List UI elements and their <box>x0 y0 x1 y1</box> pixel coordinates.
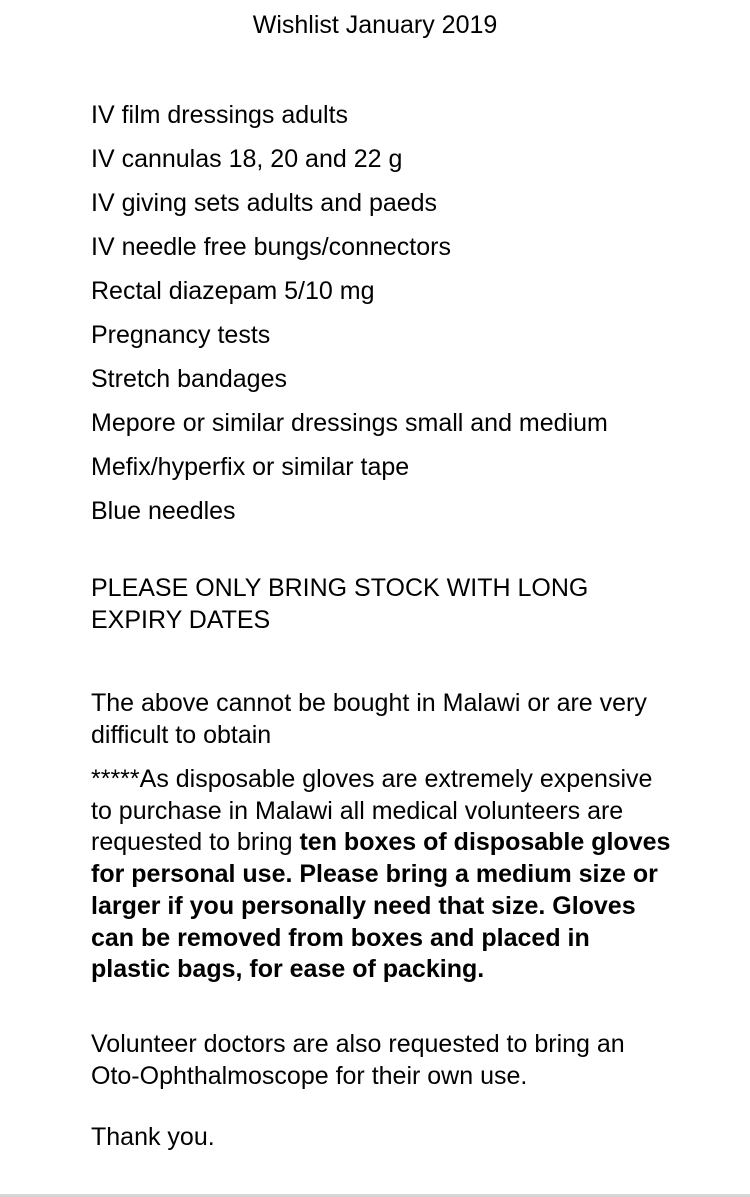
list-item: Blue needles <box>91 497 236 525</box>
list-item: Pregnancy tests <box>91 321 271 349</box>
list-item: IV film dressings adults <box>91 101 349 129</box>
gloves-request-emphasis: ten boxes of disposable gloves for personal use. Please bring a medium size or larger if you personally need that size. Gloves can be removed from boxes and placed in plastic bags, for ease of packing. <box>91 828 671 984</box>
list-item: IV cannulas 18, 20 and 22 g <box>91 145 403 173</box>
closing-thanks: Thank you. <box>91 1123 215 1151</box>
list-item: Mepore or similar dressings small and medium <box>91 409 608 437</box>
gloves-request-text: *****As disposable gloves are extremely expensive to purchase in Malawi all medical volunteers are requested to bring <box>91 765 653 857</box>
availability-note: The above cannot be bought in Malawi or are very difficult to obtain <box>91 689 647 749</box>
list-item: Rectal diazepam 5/10 mg <box>91 277 375 305</box>
gloves-request <box>91 764 671 986</box>
list-item: IV giving sets adults and paeds <box>91 189 438 217</box>
document-title: Wishlist January 2019 <box>252 11 498 39</box>
list-item: IV needle free bungs/connectors <box>91 233 451 261</box>
expiry-warning: PLEASE ONLY BRING STOCK WITH LONG EXPIRY DATES <box>91 574 589 634</box>
wishlist-items <box>91 93 608 533</box>
list-item: Mefix/hyperfix or similar tape <box>91 453 410 481</box>
list-item: Stretch bandages <box>91 365 287 393</box>
doctors-request: Volunteer doctors are also requested to bring an Oto-Ophthalmoscope for their own use. <box>91 1030 625 1090</box>
